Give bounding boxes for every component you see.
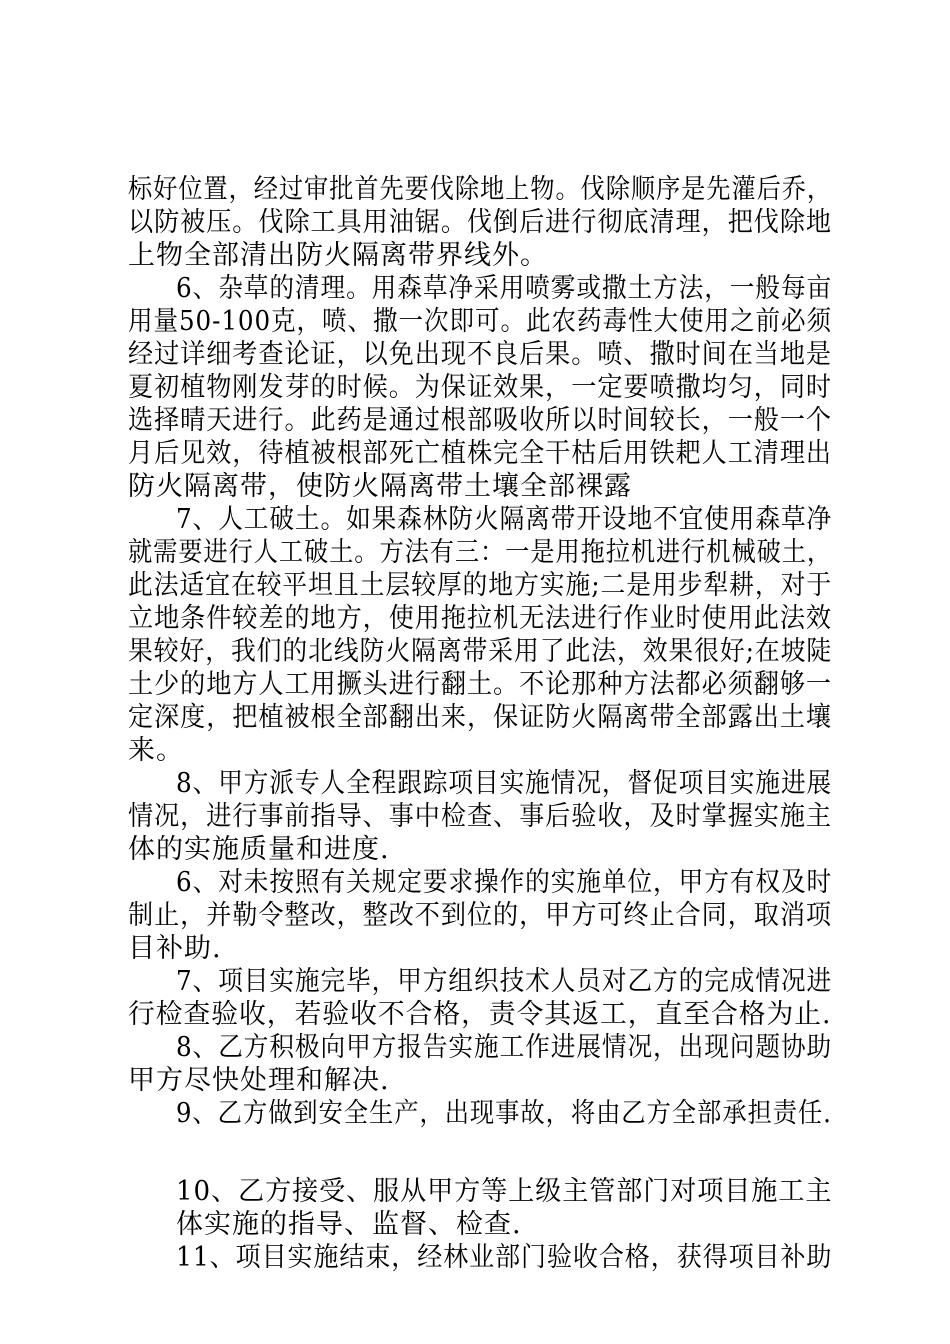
text-line: 就需要进行人工破土。方法有三：一是用拖拉机进行机械破土，	[128, 537, 833, 568]
paragraph-start-line: 6、对未按照有关规定要求操作的实施单位，甲方有权及时	[176, 867, 833, 898]
text-line: 目补助.	[128, 933, 222, 964]
paragraph-start-line: 9、乙方做到安全生产，出现事故，将由乙方全部承担责任.	[176, 1098, 832, 1129]
text-line: 经过详细考查论证，以免出现不良后果。喷、撒时间在当地是	[128, 339, 832, 370]
text-line: 夏初植物刚发芽的时候。为保证效果，一定要喷撒均匀，同时	[128, 372, 832, 403]
paragraph-start-line: 8、乙方积极向甲方报告实施工作进展情况，出现问题协助	[176, 1032, 833, 1063]
paragraph-start-line: 11、项目实施结束，经林业部门验收合格，获得项目补助	[176, 1242, 833, 1273]
text-line: 情况，进行事前指导、事中检查、事后验收，及时掌握实施主	[128, 801, 832, 832]
text-line: 选择晴天进行。此药是通过根部吸收所以时间较长，一般一个	[128, 405, 832, 436]
text-line: 防火隔离带，使防火隔离带土壤全部裸露	[128, 471, 632, 502]
text-line: 果较好，我们的北线防火隔离带采用了此法，效果很好;在坡陡	[128, 636, 833, 667]
text-line: 土少的地方人工用撅头进行翻土。不论那种方法都必须翻够一	[128, 669, 832, 700]
text-line: 来。	[128, 735, 184, 766]
paragraph-start-line: 10、乙方接受、服从甲方等上级主管部门对项目施工主	[176, 1176, 833, 1207]
text-line: 标好位置，经过审批首先要伐除地上物。伐除顺序是先灌后乔，	[128, 174, 833, 205]
text-line: 制止，并勒令整改，整改不到位的，甲方可终止合同，取消项	[128, 900, 832, 931]
paragraph-start-line: 6、杂草的清理。用森草净采用喷雾或撒土方法，一般每亩	[176, 273, 833, 304]
text-line: 行检查验收，若验收不合格，责令其返工，直至合格为止.	[128, 999, 832, 1030]
paragraph-start-line: 8、甲方派专人全程跟踪项目实施情况，督促项目实施进展	[176, 768, 833, 799]
paragraph-start-line: 7、人工破土。如果森林防火隔离带开设地不宜使用森草净	[176, 504, 833, 535]
text-line: 甲方尽快处理和解决.	[128, 1065, 390, 1096]
text-line: 立地条件较差的地方，使用拖拉机无法进行作业时使用此法效	[128, 603, 832, 634]
text-line: 定深度，把植被根全部翻出来，保证防火隔离带全部露出土壤	[128, 702, 832, 733]
text-line: 体实施的指导、监督、检查.	[176, 1209, 522, 1240]
text-line: 以防被压。伐除工具用油锯。伐倒后进行彻底清理，把伐除地	[128, 207, 832, 238]
text-line: 体的实施质量和进度.	[128, 834, 390, 865]
text-line: 此法适宜在较平坦且土层较厚的地方实施;二是用步犁耕，对于	[128, 570, 833, 601]
text-line: 上物全部清出防火隔离带界线外。	[128, 240, 548, 271]
text-line: 用量50-100克，喷、撒一次即可。此农药毒性大使用之前必须	[128, 306, 832, 337]
text-line: 月后见效，待植被根部死亡植株完全干枯后用铁耙人工清理出	[128, 438, 832, 469]
paragraph-start-line: 7、项目实施完毕，甲方组织技术人员对乙方的完成情况进	[176, 966, 833, 997]
